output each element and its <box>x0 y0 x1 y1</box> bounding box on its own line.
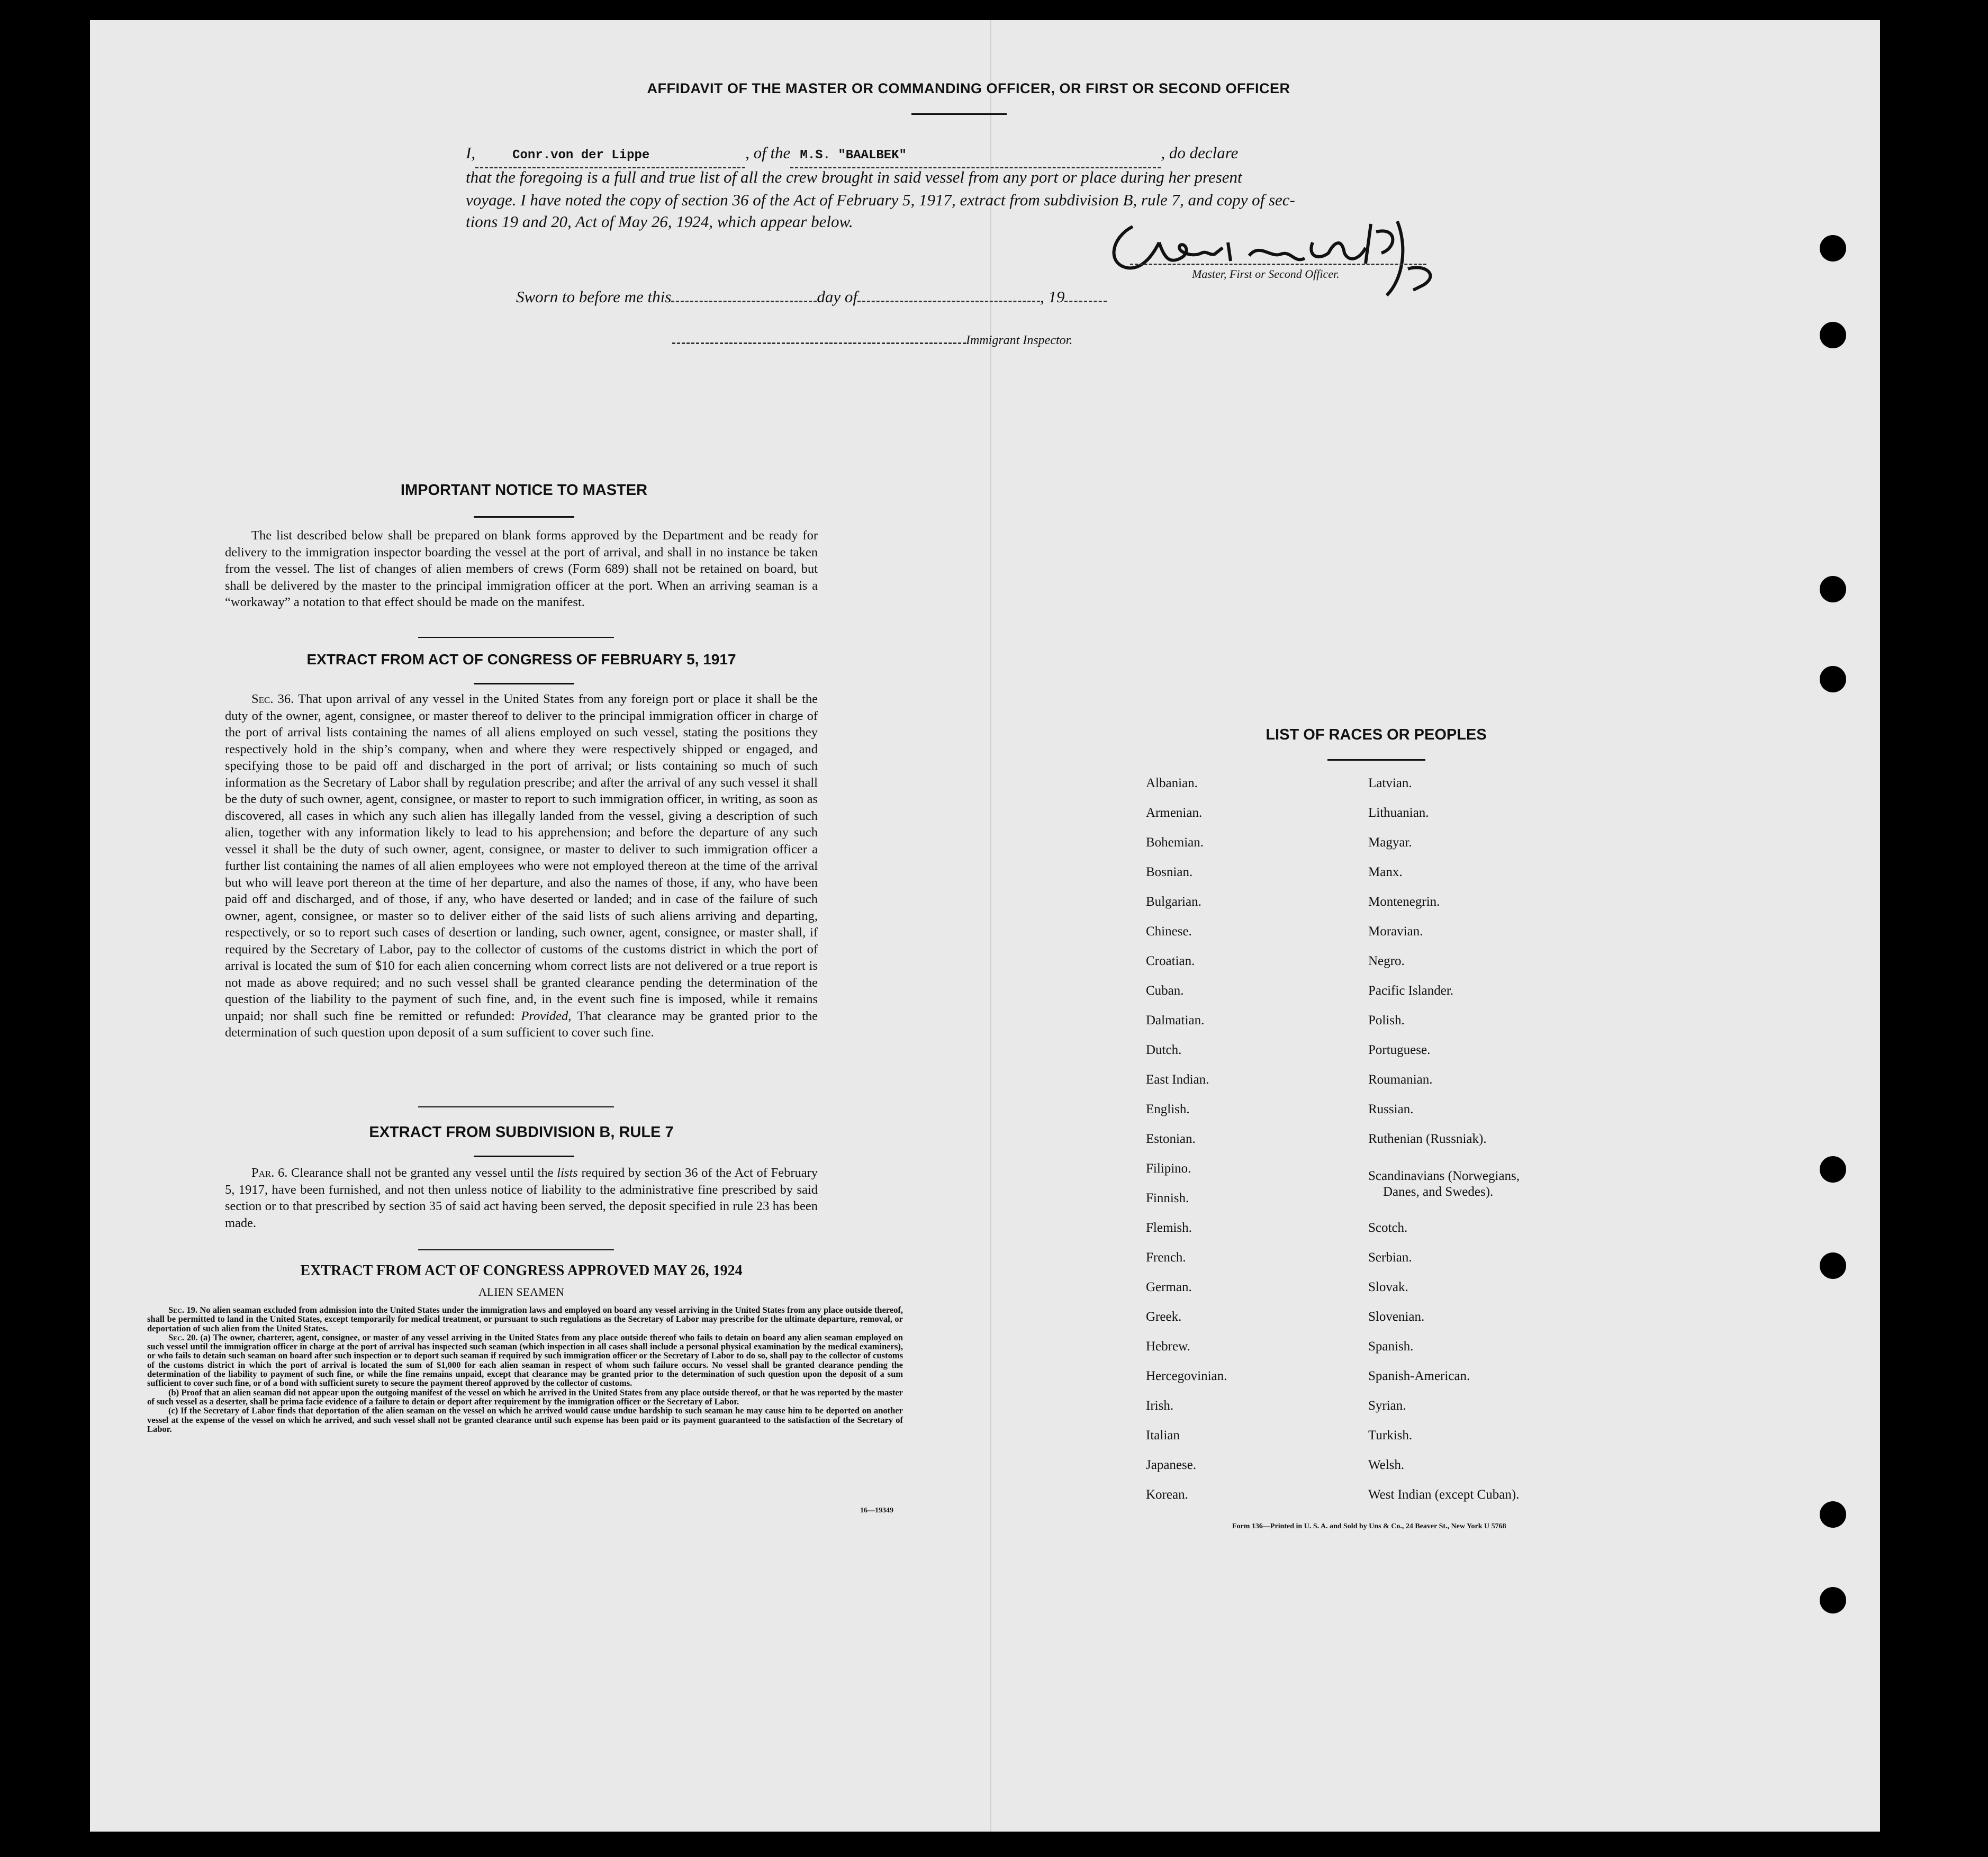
punch-hole <box>1820 1156 1846 1183</box>
race-item: Bosnian. <box>1146 865 1193 879</box>
race-item: Negro. <box>1368 954 1405 968</box>
race-item: Lithuanian. <box>1368 806 1429 820</box>
race-item: Estonian. <box>1146 1132 1196 1146</box>
race-item: Pacific Islander. <box>1368 984 1454 998</box>
race-item: Syrian. <box>1368 1399 1406 1413</box>
race-item: Turkish. <box>1368 1428 1413 1443</box>
race-item: Montenegrin. <box>1368 895 1440 909</box>
rule <box>1327 759 1425 761</box>
race-item: German. <box>1146 1280 1192 1294</box>
race-item: Scotch. <box>1368 1221 1408 1235</box>
signature-caption: Master, First or Second Officer. <box>1192 267 1340 281</box>
officer-name: Conr.von der Lippe <box>512 148 650 163</box>
extract-1924-title: EXTRACT FROM ACT OF CONGRESS APPROVED MAY 26, 1924 <box>300 1263 743 1279</box>
race-item: Hebrew. <box>1146 1339 1190 1354</box>
rule <box>474 1156 574 1157</box>
race-item: Bohemian. <box>1146 835 1204 850</box>
sworn-line: Sworn to before me this day of , 19 <box>516 286 1107 308</box>
race-item: West Indian (except Cuban). <box>1368 1488 1520 1502</box>
race-item: Polish. <box>1368 1013 1405 1027</box>
race-item: Roumanian. <box>1368 1072 1433 1087</box>
race-item: Dutch. <box>1146 1043 1182 1057</box>
title-rule <box>911 113 1007 115</box>
punch-hole <box>1820 576 1846 602</box>
rule <box>418 1249 614 1250</box>
form-code: 16—19349 <box>860 1507 893 1515</box>
rule7-title: EXTRACT FROM SUBDIVISION B, RULE 7 <box>369 1124 674 1141</box>
declaration-line-3: voyage. I have noted the copy of section 36 of the Act of February 5, 1917, extract from subdivision B, rule 7, and copy of sec- <box>466 191 1295 209</box>
race-item: Serbian. <box>1368 1250 1412 1265</box>
race-item: Magyar. <box>1368 835 1412 850</box>
punch-hole <box>1820 1587 1846 1613</box>
race-item: Italian <box>1146 1428 1180 1443</box>
race-item: Finnish. <box>1146 1191 1189 1205</box>
race-item: Scandinavians (Norwegians, <box>1368 1169 1520 1183</box>
extract-1917-title: EXTRACT FROM ACT OF CONGRESS OF FEBRUARY 5, 1917 <box>306 651 736 668</box>
notice-title: IMPORTANT NOTICE TO MASTER <box>400 482 648 499</box>
race-item: Cuban. <box>1146 984 1184 998</box>
races-title: LIST OF RACES OR PEOPLES <box>1266 726 1487 743</box>
race-item: Flemish. <box>1146 1221 1192 1235</box>
rule <box>418 1106 614 1107</box>
race-item: Chinese. <box>1146 924 1192 939</box>
race-item: Bulgarian. <box>1146 895 1201 909</box>
race-item: English. <box>1146 1102 1190 1116</box>
race-item: Korean. <box>1146 1488 1188 1502</box>
signature-line <box>1130 264 1426 265</box>
race-item: Albanian. <box>1146 776 1198 790</box>
race-item: Ruthenian (Russniak). <box>1368 1132 1487 1146</box>
race-item: Russian. <box>1368 1102 1414 1116</box>
rule <box>474 683 574 684</box>
declaration-line-1: I, Conr.von der Lippe , of the M.S. "BAALBEK" , do declare <box>466 142 1456 168</box>
declaration-line-2: that the foregoing is a full and true list of all the crew brought in said vessel from any port or place during her present <box>466 168 1242 186</box>
race-item: Spanish. <box>1368 1339 1414 1354</box>
affidavit-title: AFFIDAVIT OF THE MASTER OR COMMANDING OFFICER, OR FIRST OR SECOND OFFICER <box>647 80 1290 96</box>
race-item: Moravian. <box>1368 924 1423 939</box>
extract-1924-subtitle: ALIEN SEAMEN <box>478 1285 564 1299</box>
race-item: Danes, and Swedes). <box>1383 1185 1494 1199</box>
race-item: Dalmatian. <box>1146 1013 1205 1027</box>
rule <box>474 516 574 518</box>
punch-hole <box>1820 1501 1846 1528</box>
race-item: Portuguese. <box>1368 1043 1431 1057</box>
race-item: Filipino. <box>1146 1161 1191 1176</box>
form-footer: Form 136—Printed in U. S. A. and Sold by Uns & Co., 24 Beaver St., New York U 5768 <box>1232 1522 1506 1530</box>
race-item: Manx. <box>1368 865 1403 879</box>
punch-hole <box>1820 235 1846 262</box>
race-item: Spanish-American. <box>1368 1369 1470 1383</box>
race-item: Japanese. <box>1146 1458 1197 1472</box>
punch-hole <box>1820 322 1846 348</box>
rule <box>418 637 614 638</box>
race-item: Greek. <box>1146 1310 1182 1324</box>
punch-hole <box>1820 666 1846 692</box>
signature-image <box>1101 205 1450 301</box>
race-item: East Indian. <box>1146 1072 1209 1087</box>
race-item: Latvian. <box>1368 776 1412 790</box>
race-item: French. <box>1146 1250 1186 1265</box>
notice-body: The list described below shall be prepared on blank forms approved by the Department and be ready for delivery to the immigration inspector boarding the vessel at the port of arrival, and shall in no instance be taken from the vessel. The list of changes of alien members of crews (Form 689) shall not be retained on board, but shall be delivered by the master to the principal immigration officer at the port. When an arriving seaman is a “workaway” a notation to that effect should be made on the manifest. <box>225 528 818 609</box>
race-item: Croatian. <box>1146 954 1195 968</box>
vessel-name: M.S. "BAALBEK" <box>800 148 907 163</box>
race-item: Hercegovinian. <box>1146 1369 1227 1383</box>
inspector-line: Immigrant Inspector. <box>672 329 1072 351</box>
punch-hole <box>1820 1252 1846 1279</box>
extract-1924-body: Sec. 19. No alien seaman excluded from admission into the United States under the immigration laws and employed on board any vessel arriving in the United States from any place outside thereof, shall be permitted to land in the United States, except temporarily for medical treatment, or pursuant to such regulations as the Secretary of Labor may prescribe for the ultimate departure, removal, or deportation of such alien from the United States. Sec. 20. (a) The owner, charterer, agent, consignee, or master of any vessel arriving in the United States from any place outside thereof who fails to detain on board any alien seaman employed on such vessel until the immigration officer in charge at the port of arrival has inspected such seaman (which inspection in all cases shall include a personal physical examination by the medical examiners), or who fails to detain such seaman on board after such inspection or to deport such seaman if required by such immigration officer or the Secretary of Labor to do so, shall pay to the collector of customs of the customs district in which the port of arrival is located the sum of $1,000 for each alien seaman in respect of whom such failure occurs. No vessel shall be granted clearance pending the determination of the liability to payment of such fine, or while the fine remains unpaid, except that clearance may be granted prior to the determination of such question upon the deposit of a sum sufficient to cover such fine, or of a bond with sufficient surety to secure the payment thereof approved by the collector of customs. (b) Proof that an alien seaman did not appear upon the outgoing manifest of the vessel on which he arrived in the United States from any place outside thereof, or that he was reported by the master of such vessel as a deserter, shall be prima facie evidence of a failure to detain or deport after requirement by the immigration officer or the Secretary of Labor. (c) If the Secretary of Labor finds that deportation of the alien seaman on the vessel on which he arrived would cause undue hardship to such seaman he may cause him to be deported on another vessel at the expense of the vessel on which he arrived, and such vessel shall not be granted clearance until such expense has been paid or its payment guaranteed to the satisfaction of the Secretary of Labor. <box>147 1305 903 1434</box>
rule7-body: Par. 6. Clearance shall not be granted any vessel until the lists required by section 36 of the Act of February 5, 1917, have been furnished, and not then unless notice of liability to the administrative fine prescribed by said section or to that prescribed by section 35 of said act having been served, the deposit specified in rule 23 has been made. <box>225 1166 818 1230</box>
declaration-line-4: tions 19 and 20, Act of May 26, 1924, which appear below. <box>466 212 853 231</box>
race-item: Slovak. <box>1368 1280 1408 1294</box>
race-item: Slovenian. <box>1368 1310 1425 1324</box>
race-item: Welsh. <box>1368 1458 1405 1472</box>
race-item: Irish. <box>1146 1399 1174 1413</box>
race-item: Armenian. <box>1146 806 1203 820</box>
extract-1917-body: Sec. 36. That upon arrival of any vessel in the United States from any foreign port or place it shall be the duty of the owner, agent, consignee, or master thereof to deliver to the principal immigration officer in charge of the port of arrival lists containing the names of all aliens employed on such vessel, stating the positions they respectively hold in the ship’s company, when and where they were respectively shipped or engaged, and specifying those to be paid off and discharged in the port of arrival; or lists containing so much of such information as the Secretary of Labor shall by regulation prescribe; and after the arrival of any such vessel it shall be the duty of such owner, agent, consignee, or master to report to such immigration officer, in writing, as soon as discovered, all cases in which any such alien has illegally landed from the vessel, giving a description of such alien, together with any information likely to lead to his apprehension; and before the departure of any such vessel it shall be the duty of such owner, agent, consignee, or master to deliver to such immigration officer a further list containing the names of all alien employees who were not employed thereon at the time of the arrival but who will leave port thereon at the time of her departure, and also the names of those, if any, who have been paid off and discharged, and of those, if any, who have deserted or landed; and in case of the failure of such owner, agent, consignee, or master so to deliver either of the said lists of such aliens arriving and departing, respectively, or so to report such cases of desertion or landing, such owner, agent, consignee, or master shall, if required by the Secretary of Labor, pay to the collector of customs of the customs district in which the port of arrival is located the sum of $10 for each alien concerning whom correct lists are not delivered or a true report is not made as above required; and no such vessel shall be granted clearance pending the determination of the question of the liability to the payment of such fine, and, in the event such fine is imposed, while it remains unpaid; nor shall such fine be remitted or refunded: Provided, That clearance may be granted prior to the determination of such question upon deposit of a sum sufficient to cover such fine. <box>225 692 818 1040</box>
